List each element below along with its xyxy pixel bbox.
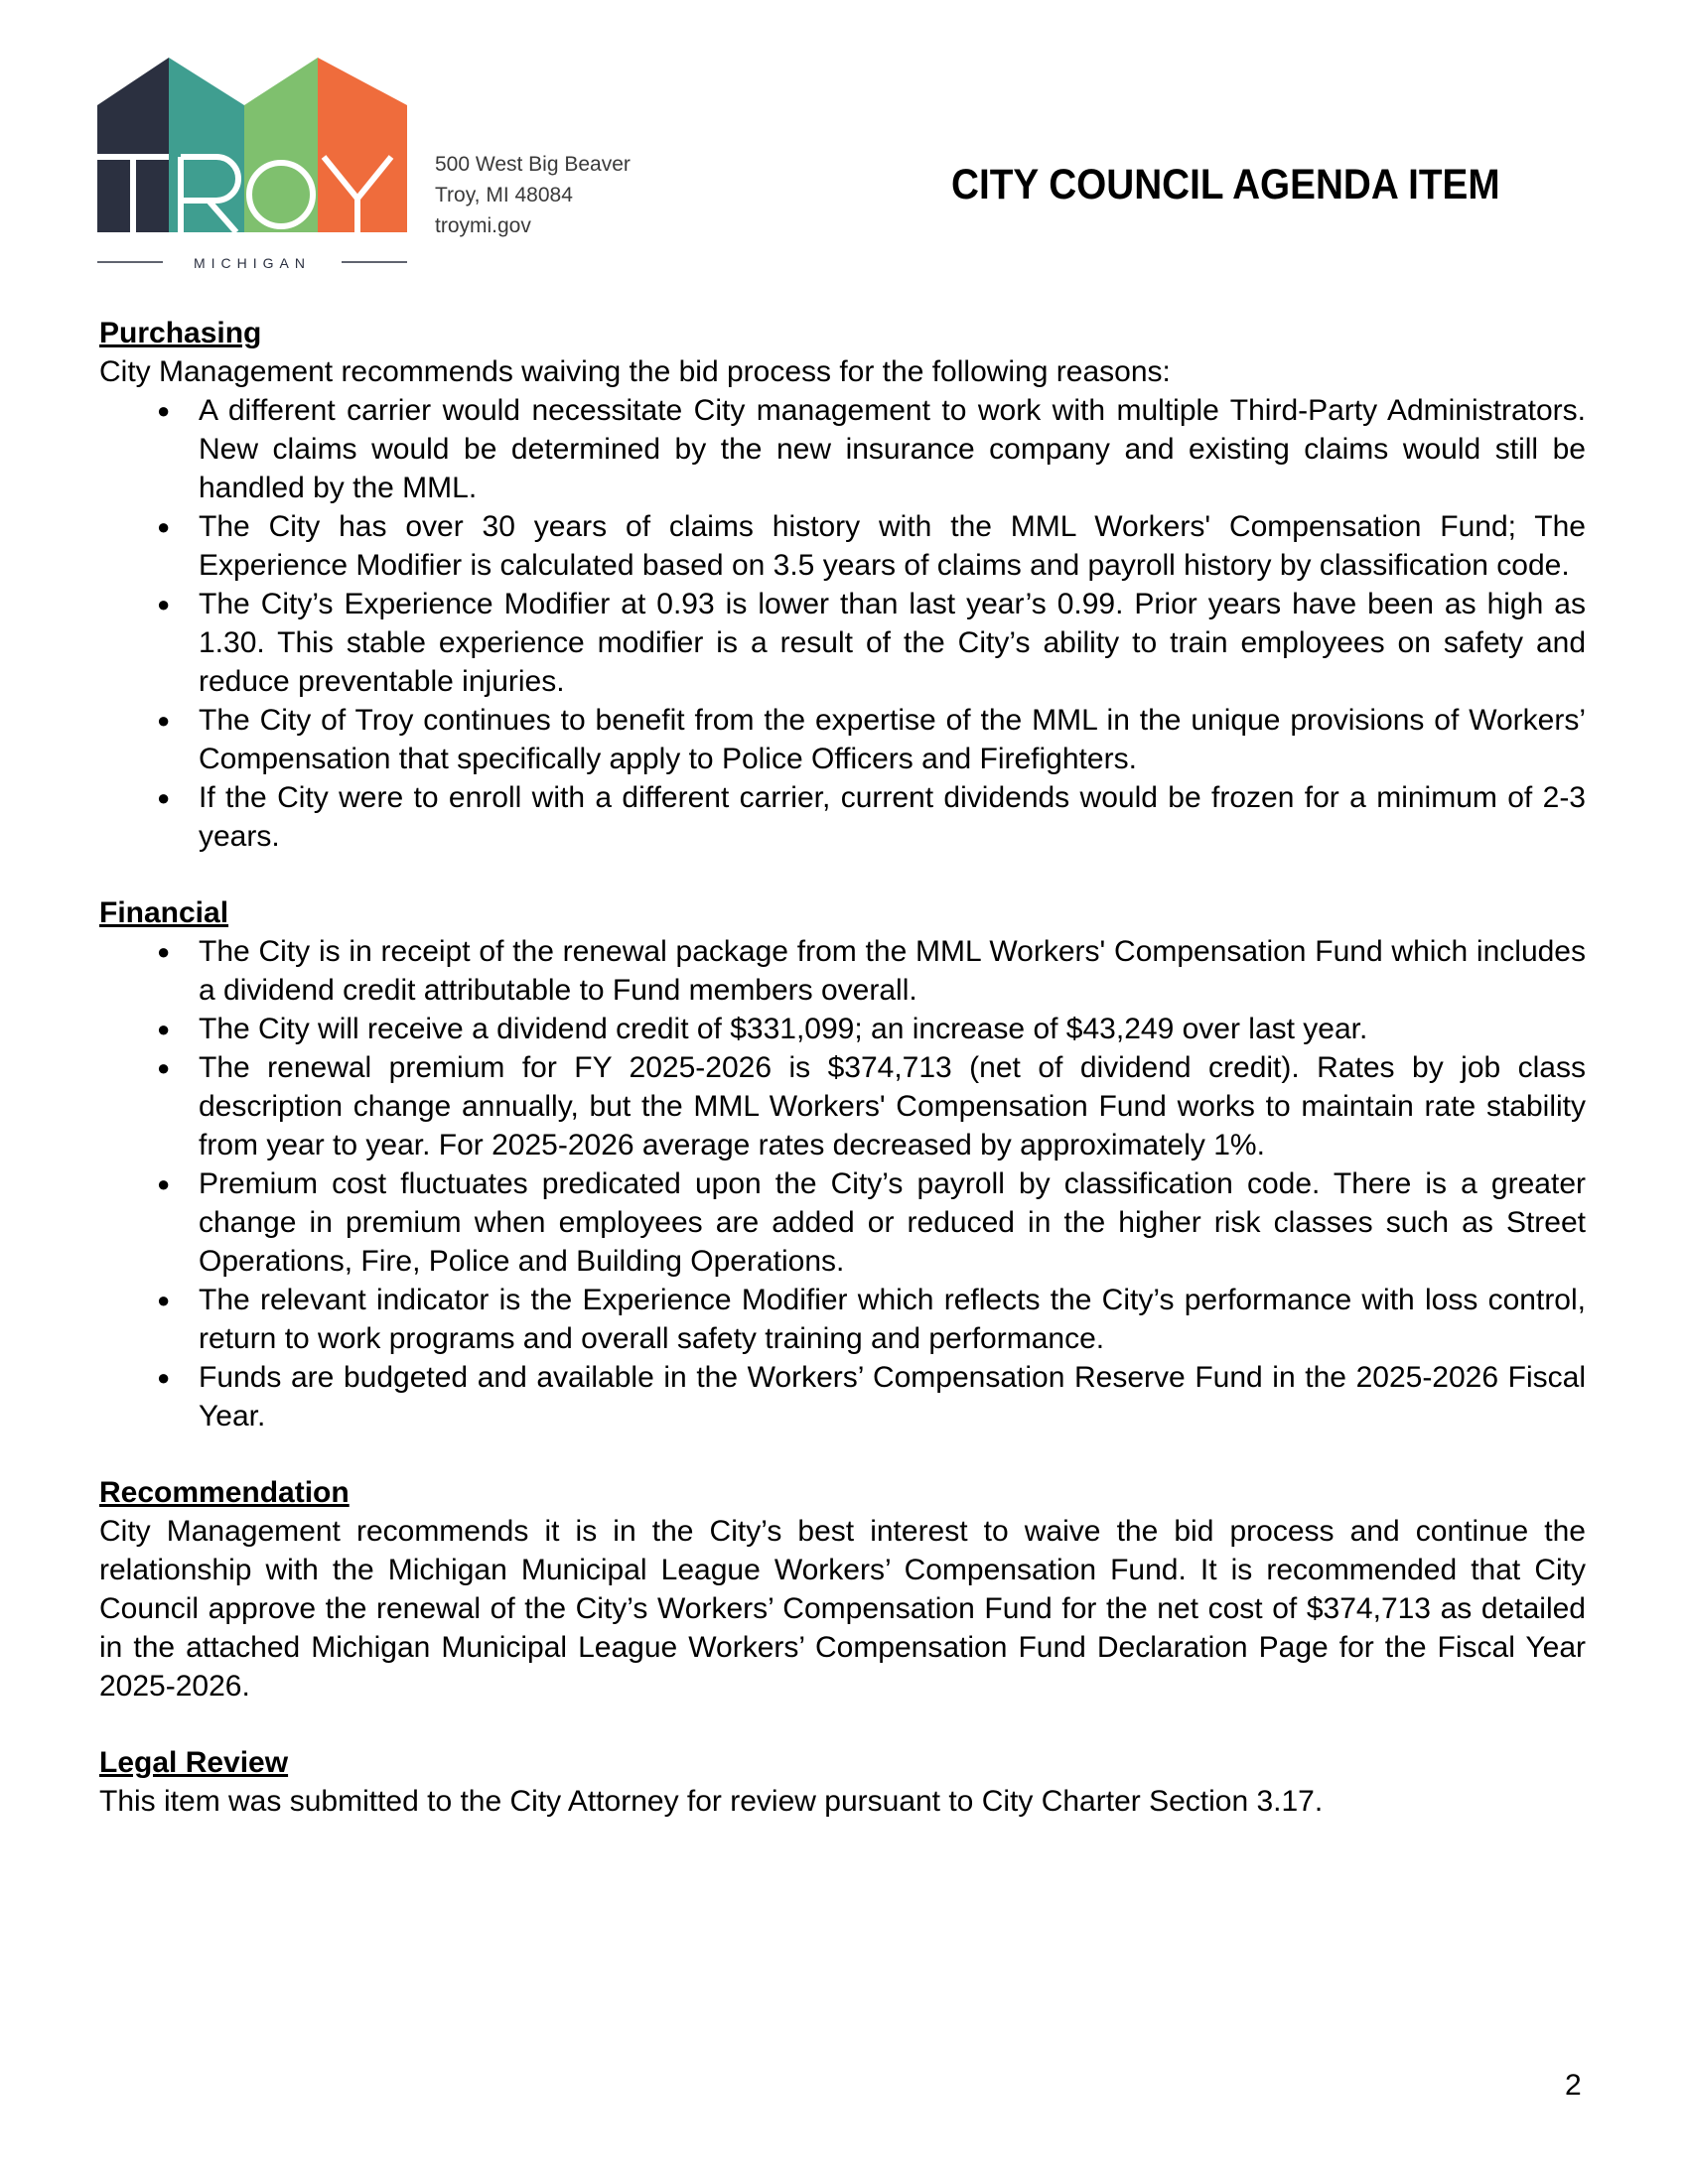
list-item: ● Premium cost fluctuates predicated upon the City’s payroll by classification code. There is a greater change in premium when employees are added or reduced in the higher risk classes such as Street Operations, Fire, Police and Building Operations. xyxy=(99,1164,1586,1281)
financial-heading: Financial xyxy=(99,896,229,929)
bullet-icon: ● xyxy=(157,1288,171,1312)
list-item: ● Funds are budgeted and available in the Workers’ Compensation Reserve Fund in the 2025-2026 Fiscal Year. xyxy=(99,1358,1586,1435)
list-item: ● The renewal premium for FY 2025-2026 is $374,713 (net of dividend credit). Rates by job class description change annually, but the MML Workers' Compensation Fund works to maintain rate stability from year to year. For 2025-2026 average rates decreased by approximately 1%. xyxy=(99,1048,1586,1164)
list-item: ● The City has over 30 years of claims history with the MML Workers' Compensation Fund; The Experience Modifier is calculated based on 3.5 years of claims and payroll history by classification code. xyxy=(99,507,1586,585)
document-body xyxy=(99,314,1586,1858)
page-number: 2 xyxy=(1565,2069,1582,2102)
financial-section xyxy=(99,893,1586,1435)
recommendation-text: City Management recommends it is in the City’s best interest to waive the bid process and continue the relationship with the Michigan Municipal League Workers’ Compensation Fund. It is recommended that City Council approve the renewal of the City’s Workers’ Compensation Fund for the net cost of $374,713 as detailed in the attached Michigan Municipal League Workers’ Compensation Fund Declaration Page for the Fiscal Year 2025-2026. xyxy=(99,1515,1586,1703)
purchasing-intro: City Management recommends waiving the bid process for the following reasons: xyxy=(99,355,1171,388)
list-item: ● If the City were to enroll with a different carrier, current dividends would be frozen for a minimum of 2-3 years. xyxy=(99,778,1586,856)
legal-review-heading: Legal Review xyxy=(99,1746,289,1779)
bullet-icon: ● xyxy=(157,1171,171,1196)
list-item: ● The City of Troy continues to benefit from the expertise of the MML in the unique provisions of Workers’ Compensation that specifically apply to Police Officers and Firefighters. xyxy=(99,701,1586,778)
bullet-icon: ● xyxy=(157,1055,171,1080)
purchasing-section xyxy=(99,314,1586,856)
legal-review-section xyxy=(99,1743,1586,1821)
list-item: ● The City will receive a dividend credit of $331,099; an increase of $43,249 over last year. xyxy=(99,1010,1586,1048)
page-header xyxy=(0,0,1688,298)
address-line-1: 500 West Big Beaver xyxy=(435,153,631,176)
list-item: ● The relevant indicator is the Experience Modifier which reflects the City’s performance with loss control, return to work programs and overall safety training and performance. xyxy=(99,1281,1586,1358)
bullet-icon: ● xyxy=(157,398,171,423)
website-link[interactable]: troymi.gov xyxy=(435,214,531,237)
recommendation-section xyxy=(99,1473,1586,1706)
list-item: ● The City’s Experience Modifier at 0.93 is lower than last year’s 0.99. Prior years have been as high as 1.30. This stable experience modifier is a result of the City’s ability to train employees on safety and reduce preventable injuries. xyxy=(99,585,1586,701)
purchasing-heading: Purchasing xyxy=(99,317,262,349)
legal-review-text: This item was submitted to the City Attorney for review pursuant to City Charter Section 3.17. xyxy=(99,1785,1324,1818)
agenda-title: CITY COUNCIL AGENDA ITEM xyxy=(951,161,1500,208)
list-item: ● The City is in receipt of the renewal package from the MML Workers' Compensation Fund which includes a dividend credit attributable to Fund members overall. xyxy=(99,932,1586,1010)
bullet-icon: ● xyxy=(157,514,171,539)
address-line-2: Troy, MI 48084 xyxy=(435,184,573,206)
bullet-icon: ● xyxy=(157,592,171,616)
list-item: ● A different carrier would necessitate City management to work with multiple Third-Party Administrators. New claims would be determined by the new insurance company and existing claims would still be handled by the MML. xyxy=(99,391,1586,507)
bullet-icon: ● xyxy=(157,785,171,810)
city-address xyxy=(435,149,631,241)
troy-logo xyxy=(97,58,407,272)
bullet-icon: ● xyxy=(157,708,171,733)
financial-list xyxy=(99,932,1586,1435)
bullet-icon: ● xyxy=(157,1365,171,1390)
bullet-icon: ● xyxy=(157,1017,171,1041)
purchasing-reasons-list xyxy=(99,391,1586,856)
recommendation-heading: Recommendation xyxy=(99,1476,350,1509)
logo-subtext: MICHIGAN xyxy=(194,255,311,271)
bullet-icon: ● xyxy=(157,939,171,964)
